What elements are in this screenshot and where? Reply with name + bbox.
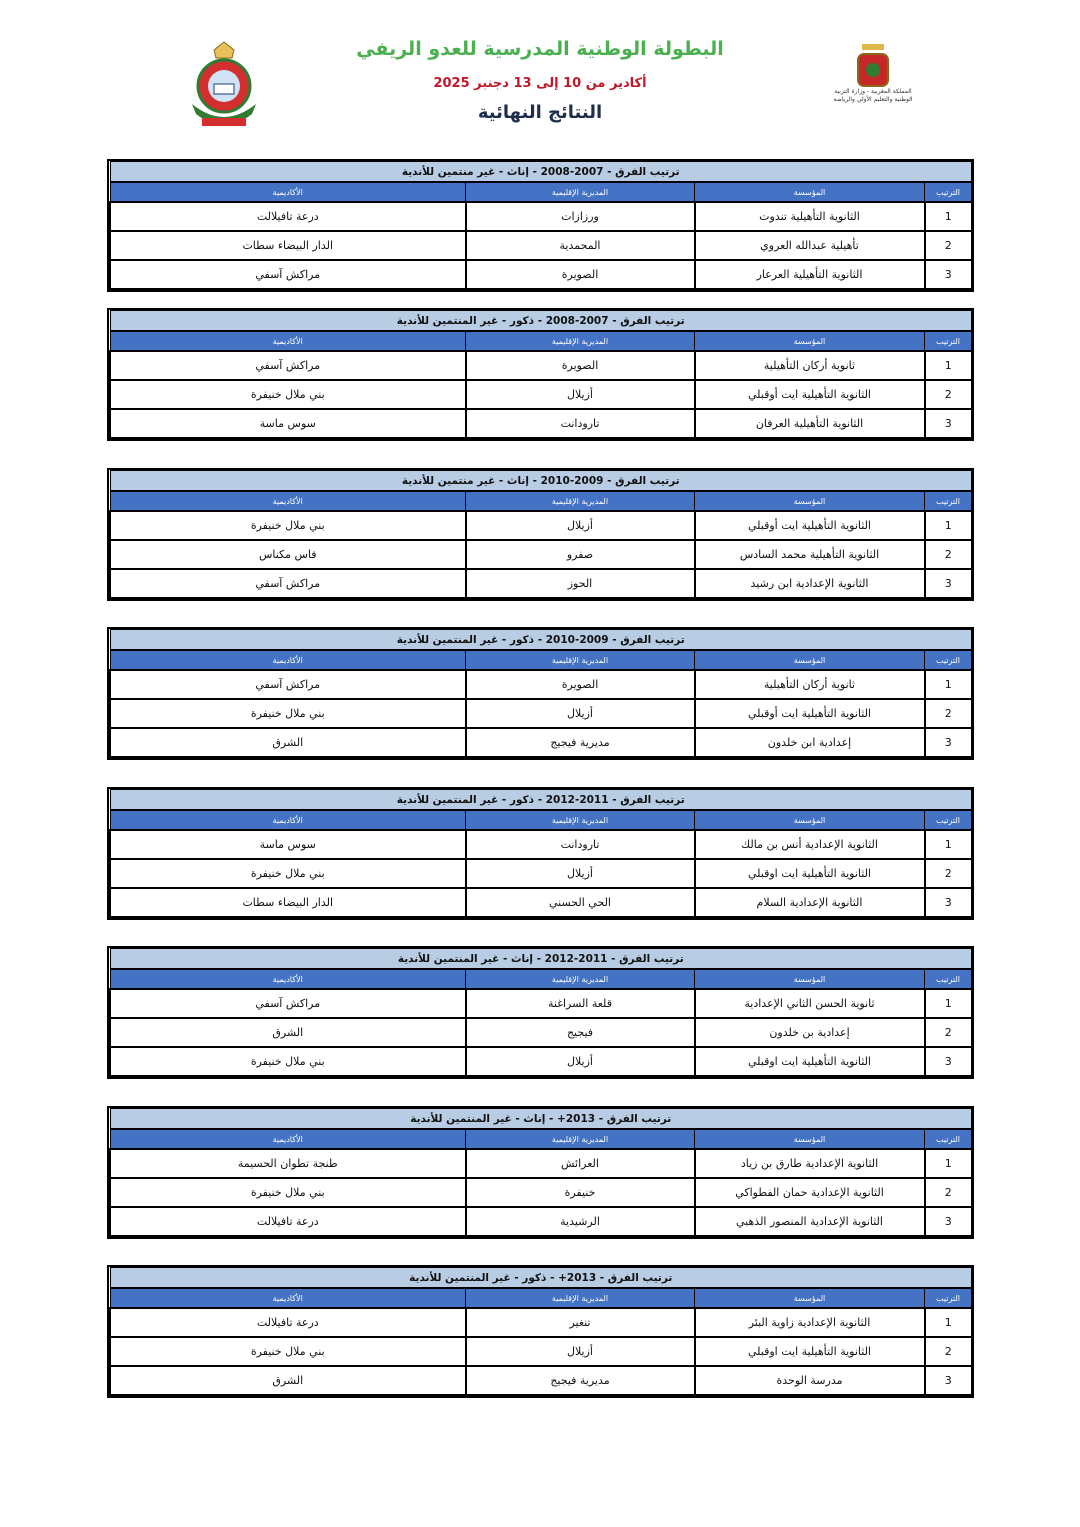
table-row [110,351,972,380]
rank-cell: 2 [925,1018,972,1047]
table-row [110,380,972,409]
column-header-directorate: المديرية الإقليمية [466,1288,695,1308]
academy-cell: مراكش آسفي [110,351,466,380]
column-header-directorate: المديرية الإقليمية [466,969,695,989]
table-row [110,1047,972,1076]
column-header-academy: الأكاديمية [110,182,466,202]
rank-cell: 2 [925,231,972,260]
ministry-emblem-icon [832,40,914,124]
academy-cell: درعة تافيلالت [110,202,466,231]
rank-cell: 2 [925,540,972,569]
column-header-academy: الأكاديمية [110,810,466,830]
table-row [110,1207,972,1236]
institution-cell: الثانوية الإعدادية أنس بن مالك [695,830,925,859]
directorate-cell: صفرو [466,540,695,569]
ministry-name: المملكة المغربية - وزارة التربية الوطنية والتعليم الأولي والرياضة [833,88,913,103]
table-row [110,699,972,728]
column-header-rank: الترتيب [925,331,972,351]
rank-cell: 3 [925,888,972,917]
column-header-rank: الترتيب [925,969,972,989]
directorate-cell: الصويرة [466,351,695,380]
directorate-cell: أزيلال [466,1337,695,1366]
federation-logo-icon [188,40,260,128]
directorate-cell: أزيلال [466,859,695,888]
directorate-cell: خنيفرة [466,1178,695,1207]
academy-cell: سوس ماسة [110,830,466,859]
rank-cell: 3 [925,260,972,289]
page-title: البطولة الوطنية المدرسية للعدو الريفي [356,38,724,60]
institution-cell: الثانوية التأهيلية تندوت [695,202,925,231]
rank-cell: 3 [925,1207,972,1236]
rank-cell: 2 [925,699,972,728]
institution-cell: الثانوية التأهيلية ايت أوقبلي [695,511,925,540]
table-row [110,231,972,260]
table-row [110,511,972,540]
column-header-directorate: المديرية الإقليمية [466,650,695,670]
academy-cell: طنجة تطوان الحسيمة [110,1149,466,1178]
institution-cell: الثانوية الإعدادية زاوية البئر [695,1308,925,1337]
column-header-rank: الترتيب [925,491,972,511]
results-table [107,1265,974,1398]
academy-cell: بني ملال خنيفرة [110,1178,466,1207]
rank-cell: 1 [925,989,972,1018]
column-header-rank: الترتيب [925,1129,972,1149]
academy-cell: مراكش آسفي [110,569,466,598]
rank-cell: 3 [925,1366,972,1395]
academy-cell: درعة تافيلالت [110,1207,466,1236]
institution-cell: الثانوية التأهيلية العرفان [695,409,925,438]
results-table [107,627,974,760]
table-row [110,1308,972,1337]
column-header-institution: المؤسسة [695,1288,925,1308]
institution-cell: ثانوية الحسن الثاني الإعدادية [695,989,925,1018]
directorate-cell: الصويرة [466,670,695,699]
directorate-cell: قلعة السراغنة [466,989,695,1018]
institution-cell: الثانوية التأهيلية ايت اوقبلي [695,1337,925,1366]
table-row [110,830,972,859]
table-row [110,1018,972,1047]
rank-cell: 2 [925,859,972,888]
rank-cell: 1 [925,511,972,540]
institution-cell: الثانوية التأهيلية محمد السادس [695,540,925,569]
institution-cell: الثانوية الإعدادية حمان الفطواكي [695,1178,925,1207]
academy-cell: درعة تافيلالت [110,1308,466,1337]
column-header-rank: الترتيب [925,650,972,670]
column-header-rank: الترتيب [925,810,972,830]
institution-cell: الثانوية الإعدادية السلام [695,888,925,917]
results-table [107,787,974,920]
academy-cell: مراكش آسفي [110,989,466,1018]
directorate-cell: الحي الحسني [466,888,695,917]
rank-cell: 1 [925,1149,972,1178]
table-row [110,1178,972,1207]
table-row [110,1366,972,1395]
institution-cell: ثانوية أركان التأهيلية [695,351,925,380]
column-header-institution: المؤسسة [695,810,925,830]
table-row [110,540,972,569]
directorate-cell: مديرية فيجيج [466,728,695,757]
rank-cell: 3 [925,1047,972,1076]
directorate-cell: الرشيدية [466,1207,695,1236]
academy-cell: بني ملال خنيفرة [110,511,466,540]
table-row [110,989,972,1018]
rank-cell: 2 [925,1178,972,1207]
column-header-directorate: المديرية الإقليمية [466,491,695,511]
academy-cell: فاس مكناس [110,540,466,569]
table-row [110,1337,972,1366]
academy-cell: مراكش آسفي [110,260,466,289]
column-header-directorate: المديرية الإقليمية [466,331,695,351]
table-row [110,260,972,289]
institution-cell: مدرسة الوحدة [695,1366,925,1395]
academy-cell: بني ملال خنيفرة [110,699,466,728]
academy-cell: الشرق [110,1366,466,1395]
academy-cell: الدار البيضاء سطات [110,888,466,917]
table-title: ترتيب الفرق - 2009-2010 - ذكور - غير المنتمين للأندية [110,630,972,651]
results-table [107,159,974,292]
column-header-academy: الأكاديمية [110,1288,466,1308]
institution-cell: الثانوية التأهيلية ايت اوقبلي [695,859,925,888]
table-row [110,569,972,598]
academy-cell: الشرق [110,728,466,757]
institution-cell: الثانوية التأهيلية ايت أوقبلي [695,380,925,409]
directorate-cell: مديرية فيجيج [466,1366,695,1395]
page-subtitle: النتائج النهائية [477,102,603,123]
column-header-rank: الترتيب [925,182,972,202]
institution-cell: ثانوية أركان التأهيلية [695,670,925,699]
rank-cell: 1 [925,830,972,859]
column-header-institution: المؤسسة [695,491,925,511]
table-title: ترتيب الفرق - 2013+ - إناث - غير المنتمين للأندية [110,1109,972,1130]
results-table [107,1106,974,1239]
rank-cell: 1 [925,1308,972,1337]
rank-cell: 3 [925,569,972,598]
academy-cell: بني ملال خنيفرة [110,859,466,888]
column-header-institution: المؤسسة [695,1129,925,1149]
table-row [110,859,972,888]
table-title: ترتيب الفرق - 2007-2008 - ذكور - غير المنتمين للأندية [110,311,972,332]
column-header-academy: الأكاديمية [110,969,466,989]
table-row [110,1149,972,1178]
table-title: ترتيب الفرق - 2011-2012 - ذكور - غير المنتمين للأندية [110,790,972,811]
directorate-cell: أزيلال [466,699,695,728]
column-header-directorate: المديرية الإقليمية [466,1129,695,1149]
table-row [110,409,972,438]
rank-cell: 1 [925,351,972,380]
rank-cell: 2 [925,1337,972,1366]
column-header-institution: المؤسسة [695,969,925,989]
directorate-cell: أزيلال [466,1047,695,1076]
results-table [107,468,974,601]
table-row [110,202,972,231]
directorate-cell: تنغير [466,1308,695,1337]
institution-cell: تأهيلية عبدالله العروي [695,231,925,260]
table-title: ترتيب الفرق - 2009-2010 - إناث - غير منتمين للأندية [110,471,972,492]
rank-cell: 3 [925,728,972,757]
column-header-rank: الترتيب [925,1288,972,1308]
rank-cell: 3 [925,409,972,438]
directorate-cell: تارودانت [466,830,695,859]
institution-cell: الثانوية الإعدادية ابن رشيد [695,569,925,598]
column-header-institution: المؤسسة [695,182,925,202]
institution-cell: الثانوية التأهيلية ايت أوقبلي [695,699,925,728]
directorate-cell: أزيلال [466,511,695,540]
academy-cell: سوس ماسة [110,409,466,438]
results-table [107,946,974,1079]
table-row [110,670,972,699]
institution-cell: إعدادية بن خلدون [695,1018,925,1047]
academy-cell: بني ملال خنيفرة [110,1047,466,1076]
table-title: ترتيب الفرق - 2007-2008 - إناث - غير منتمين للأندية [110,162,972,183]
directorate-cell: تارودانت [466,409,695,438]
rank-cell: 1 [925,202,972,231]
academy-cell: بني ملال خنيفرة [110,380,466,409]
column-header-directorate: المديرية الإقليمية [466,810,695,830]
directorate-cell: الصويرة [466,260,695,289]
institution-cell: الثانوية الإعدادية طارق بن زياد [695,1149,925,1178]
institution-cell: الثانوية الإعدادية المنصور الذهبي [695,1207,925,1236]
table-title: ترتيب الفرق - 2011-2012 - إناث - غير المنتمين للأندية [110,949,972,970]
table-title: ترتيب الفرق - 2013+ - ذكور - غير المنتمين للأندية [110,1268,972,1289]
event-dates: أكادير من 10 إلى 13 دجنبر 2025 [433,76,647,91]
institution-cell: الثانوية التأهيلية العرعار [695,260,925,289]
directorate-cell: المحمدية [466,231,695,260]
directorate-cell: ورزازات [466,202,695,231]
institution-cell: الثانوية التأهيلية ايت اوقبلي [695,1047,925,1076]
column-header-directorate: المديرية الإقليمية [466,182,695,202]
column-header-academy: الأكاديمية [110,331,466,351]
academy-cell: الشرق [110,1018,466,1047]
directorate-cell: أزيلال [466,380,695,409]
column-header-academy: الأكاديمية [110,491,466,511]
rank-cell: 2 [925,380,972,409]
column-header-academy: الأكاديمية [110,1129,466,1149]
rank-cell: 1 [925,670,972,699]
results-table [107,308,974,441]
column-header-institution: المؤسسة [695,650,925,670]
academy-cell: بني ملال خنيفرة [110,1337,466,1366]
directorate-cell: فيجيج [466,1018,695,1047]
directorate-cell: الحوز [466,569,695,598]
column-header-academy: الأكاديمية [110,650,466,670]
directorate-cell: العرائش [466,1149,695,1178]
table-row [110,728,972,757]
table-row [110,888,972,917]
academy-cell: الدار البيضاء سطات [110,231,466,260]
institution-cell: إعدادية ابن خلدون [695,728,925,757]
academy-cell: مراكش آسفي [110,670,466,699]
column-header-institution: المؤسسة [695,331,925,351]
